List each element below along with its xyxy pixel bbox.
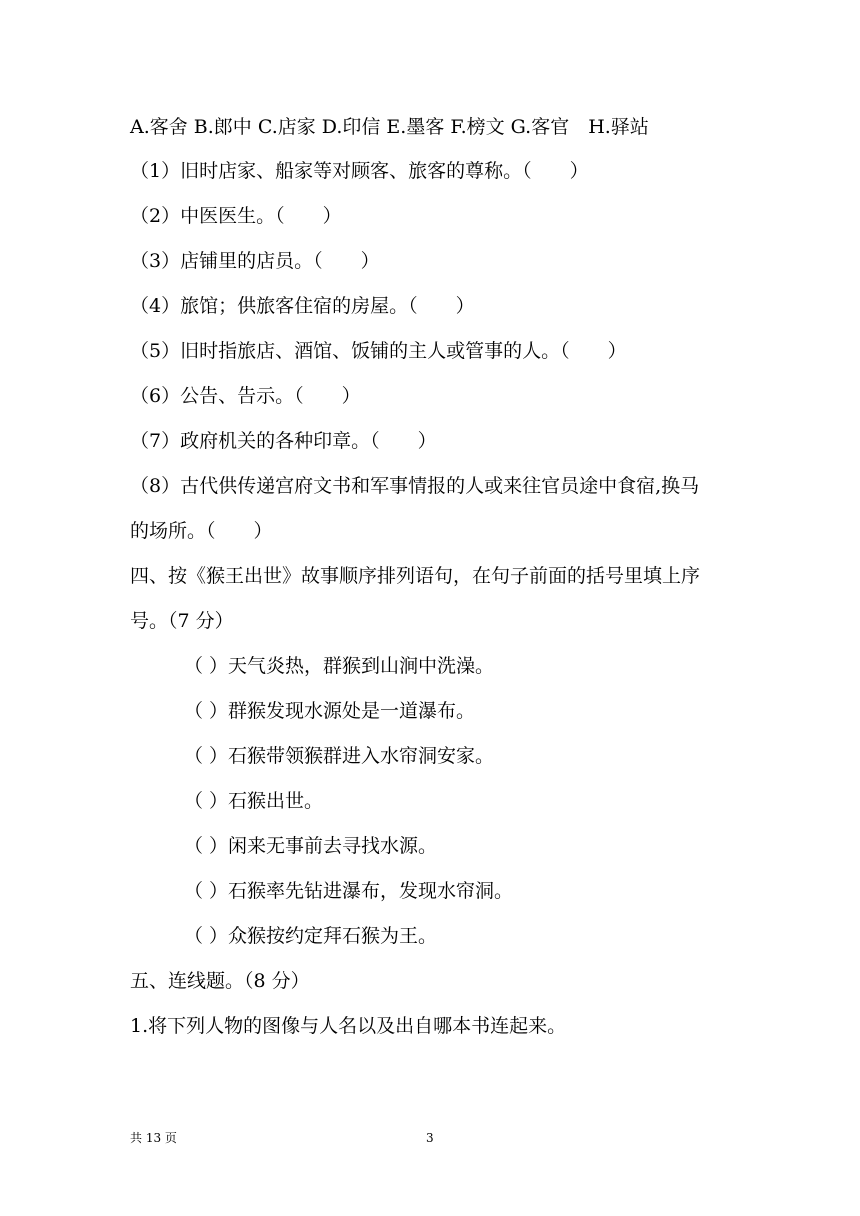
definition-2: （2）中医医生。（ ） xyxy=(130,205,342,227)
section-4-heading: 四、按《猴王出世》故事顺序排列语句，在句子前面的括号里填上序 xyxy=(130,565,701,587)
definition-6: （6）公告、告示。（ ） xyxy=(130,385,361,407)
definition-5: （5）旧时指旅店、酒馆、饭铺的主人或管事的人。（ ） xyxy=(130,340,627,362)
sequence-item-4: （ ）石猴出世。 xyxy=(184,790,324,812)
definition-8-continued: 的场所。（ ） xyxy=(130,520,273,542)
footer-page-number: 3 xyxy=(426,1131,434,1145)
section-5-question-1: 1.将下列人物的图像与人名以及出自哪本书连起来。 xyxy=(130,1015,567,1037)
sequence-item-3: （ ）石猴带领猴群进入水帘洞安家。 xyxy=(184,745,495,767)
section-4-heading-continued: 号。（7 分） xyxy=(130,610,234,632)
definition-3: （3）店铺里的店员。（ ） xyxy=(130,250,380,272)
sequence-item-7: （ ）众猴按约定拜石猴为王。 xyxy=(184,925,438,947)
sequence-item-2: （ ）群猴发现水源处是一道瀑布。 xyxy=(184,700,476,722)
sequence-item-1: （ ）天气炎热，群猴到山涧中洗澡。 xyxy=(184,655,495,677)
definition-8: （8）古代供传递宫府文书和军事情报的人或来往官员途中食宿,换马 xyxy=(130,475,700,497)
section-5-heading: 五、连线题。（8 分） xyxy=(130,970,310,992)
definition-7: （7）政府机关的各种印章。（ ） xyxy=(130,430,437,452)
footer-total-pages: 共 13 页 xyxy=(130,1131,177,1145)
definition-1: （1）旧时店家、船家等对顾客、旅客的尊称。（ ） xyxy=(130,160,589,182)
options-line: A.客舍 B.郎中 C.店家 D.印信 E.墨客 F.榜文 G.客官 H.驿站 xyxy=(130,116,649,138)
definition-4: （4）旅馆；供旅客住宿的房屋。（ ） xyxy=(130,295,475,317)
sequence-item-6: （ ）石猴率先钻进瀑布，发现水帘洞。 xyxy=(184,880,514,902)
sequence-item-5: （ ）闲来无事前去寻找水源。 xyxy=(184,835,438,857)
